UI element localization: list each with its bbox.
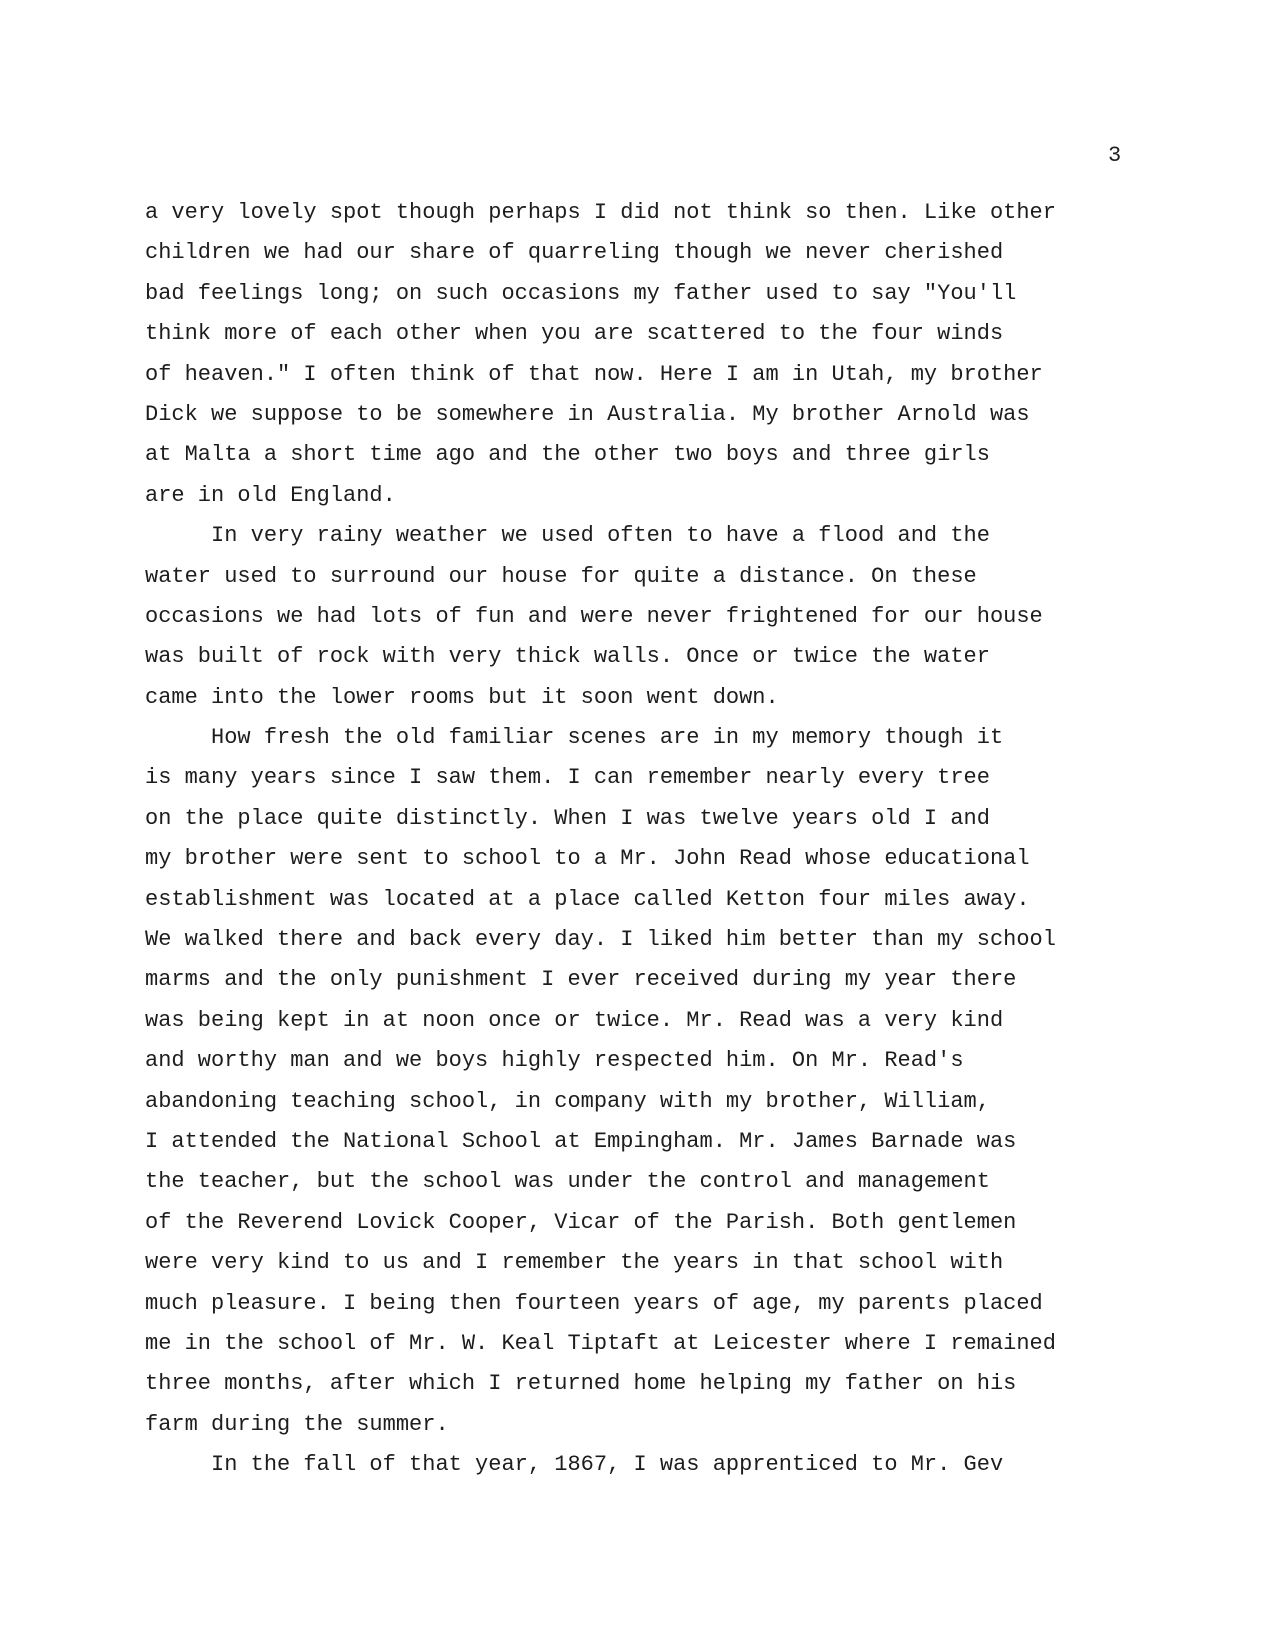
text-block	[145, 193, 1080, 1486]
text-line: at Malta a short time ago and the other two boys and three girls	[145, 442, 990, 468]
text-line: Dick we suppose to be somewhere in Australia. My brother Arnold was	[145, 401, 1030, 427]
text-line: is many years since I saw them. I can remember nearly every tree	[145, 765, 990, 791]
text-line: water used to surround our house for quite a distance. On these	[145, 563, 977, 589]
text-line: was built of rock with very thick walls. Once or twice the water	[145, 644, 990, 670]
text-line: How fresh the old familiar scenes are in my memory though it	[145, 725, 1004, 751]
text-line: think more of each other when you are scattered to the four winds	[145, 321, 1004, 347]
text-line: children we had our share of quarreling though we never cherished	[145, 240, 1004, 266]
text-line: three months, after which I returned home helping my father on his	[145, 1371, 1017, 1397]
text-line: a very lovely spot though perhaps I did not think so then. Like other	[145, 200, 1056, 225]
text-line: In very rainy weather we used often to have a flood and the	[145, 523, 990, 549]
text-line: bad feelings long; on such occasions my father used to say "You'll	[145, 280, 1017, 306]
page-number: 3	[1108, 143, 1122, 168]
text-line: and worthy man and we boys highly respected him. On Mr. Read's	[145, 1048, 964, 1074]
text-line: was being kept in at noon once or twice. Mr. Read was a very kind	[145, 1007, 1004, 1033]
text-line: the teacher, but the school was under the control and management	[145, 1169, 990, 1195]
text-line: my brother were sent to school to a Mr. John Read whose educational	[145, 846, 1030, 872]
text-line: We walked there and back every day. I liked him better than my school	[145, 927, 1056, 953]
text-line: I attended the National School at Empingham. Mr. James Barnade was	[145, 1128, 1017, 1154]
text-line: marms and the only punishment I ever received during my year there	[145, 967, 1017, 993]
text-line: came into the lower rooms but it soon went down.	[145, 684, 779, 710]
text-line: occasions we had lots of fun and were never frightened for our house	[145, 603, 1043, 629]
text-line: abandoning teaching school, in company with my brother, William,	[145, 1088, 990, 1114]
text-line: farm during the summer.	[145, 1411, 449, 1437]
text-line: much pleasure. I being then fourteen years of age, my parents placed	[145, 1290, 1043, 1316]
text-line: are in old England.	[145, 482, 396, 508]
text-line: me in the school of Mr. W. Keal Tiptaft at Leicester where I remained	[145, 1330, 1056, 1356]
text-line: establishment was located at a place called Ketton four miles away.	[145, 886, 1030, 912]
text-line: of heaven." I often think of that now. Here I am in Utah, my brother	[145, 361, 1043, 387]
text-line: were very kind to us and I remember the years in that school with	[145, 1250, 1004, 1276]
text-line: In the fall of that year, 1867, I was apprenticed to Mr. Gev	[145, 1452, 1004, 1478]
text-line: of the Reverend Lovick Cooper, Vicar of the Parish. Both gentlemen	[145, 1209, 1017, 1235]
text-line: on the place quite distinctly. When I was twelve years old I and	[145, 805, 990, 831]
